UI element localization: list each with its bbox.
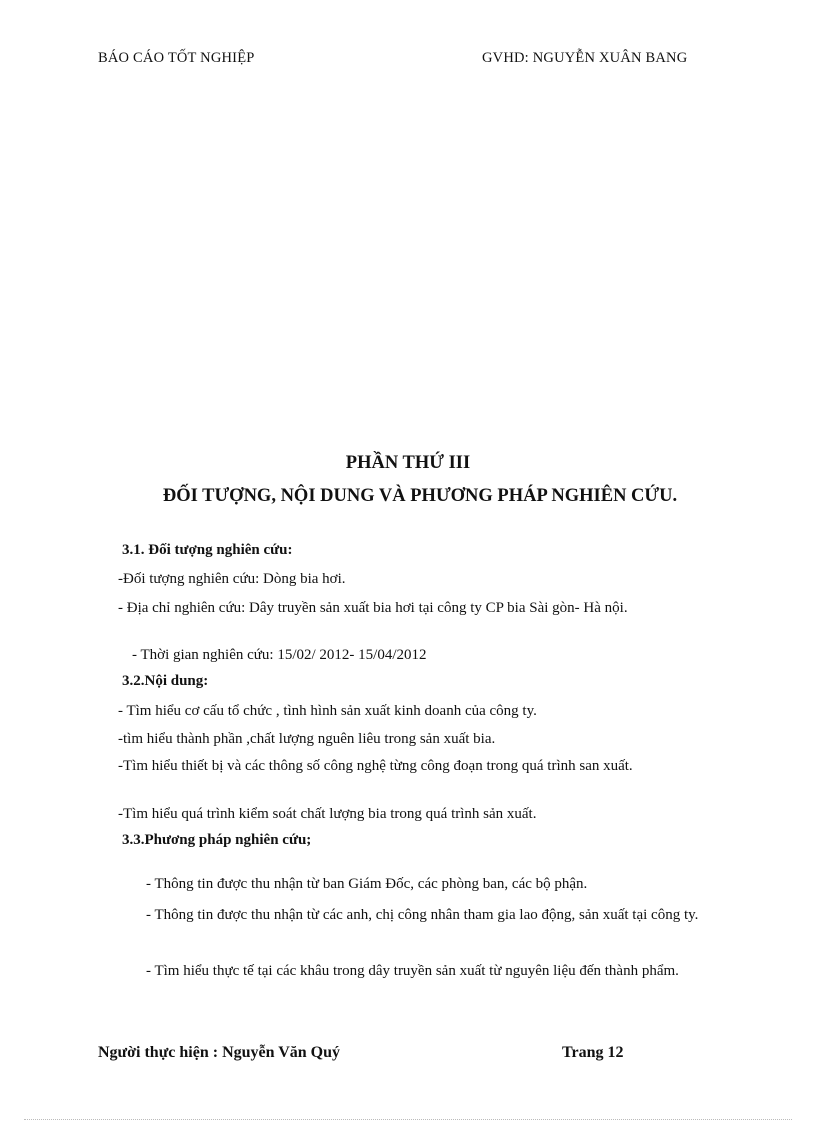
part-title: PHẦN THỨ III — [345, 453, 471, 473]
header-left-title: BÁO CÁO TỐT NGHIỆP — [98, 50, 255, 66]
footer-author: Người thực hiện : Nguyễn Văn Quý — [98, 1044, 341, 1061]
list-item: - Thông tin được thu nhận từ các anh, chị công nhân tham gia lao động, sản xuất tại công ty. — [146, 907, 699, 923]
section-heading-objects: 3.1. Đối tượng nghiên cứu: — [122, 542, 293, 558]
list-item: -Tìm hiểu thiết bị và các thông số công nghệ từng công đoạn trong quá trình san xuất. — [118, 758, 633, 774]
chapter-title: ĐỐI TƯỢNG, NỘI DUNG VÀ PHƯƠNG PHÁP NGHIÊN CỨU. — [162, 486, 678, 506]
section-heading-methods: 3.3.Phương pháp nghiên cứu; — [122, 832, 312, 848]
list-item: - Tìm hiểu cơ cấu tổ chức , tình hình sản xuất kinh doanh của công ty. — [118, 703, 537, 719]
list-item: -Đối tượng nghiên cứu: Dòng bia hơi. — [118, 571, 346, 587]
section-heading-content: 3.2.Nội dung: — [122, 673, 209, 689]
list-item: - Thông tin được thu nhận từ ban Giám Đốc, các phòng ban, các bộ phận. — [146, 876, 588, 892]
page-border-divider — [24, 1119, 792, 1120]
list-item: - Thời gian nghiên cứu: 15/02/ 2012- 15/04/2012 — [132, 647, 427, 663]
page-number: Trang 12 — [562, 1044, 624, 1061]
list-item: -tìm hiểu thành phần ,chất lượng nguên liêu trong sản xuất bia. — [118, 731, 496, 747]
list-item: - Địa chỉ nghiên cứu: Dây truyền sản xuất bia hơi tại công ty CP bia Sài gòn- Hà nội. — [118, 600, 628, 616]
list-item: -Tìm hiểu quá trình kiểm soát chất lượng bia trong quá trình sản xuất. — [118, 806, 537, 822]
header-advisor: GVHD: NGUYỄN XUÂN BANG — [482, 50, 688, 66]
list-item: - Tìm hiểu thực tế tại các khâu trong dây truyền sản xuất từ nguyên liệu đến thành phẩm. — [146, 963, 679, 979]
